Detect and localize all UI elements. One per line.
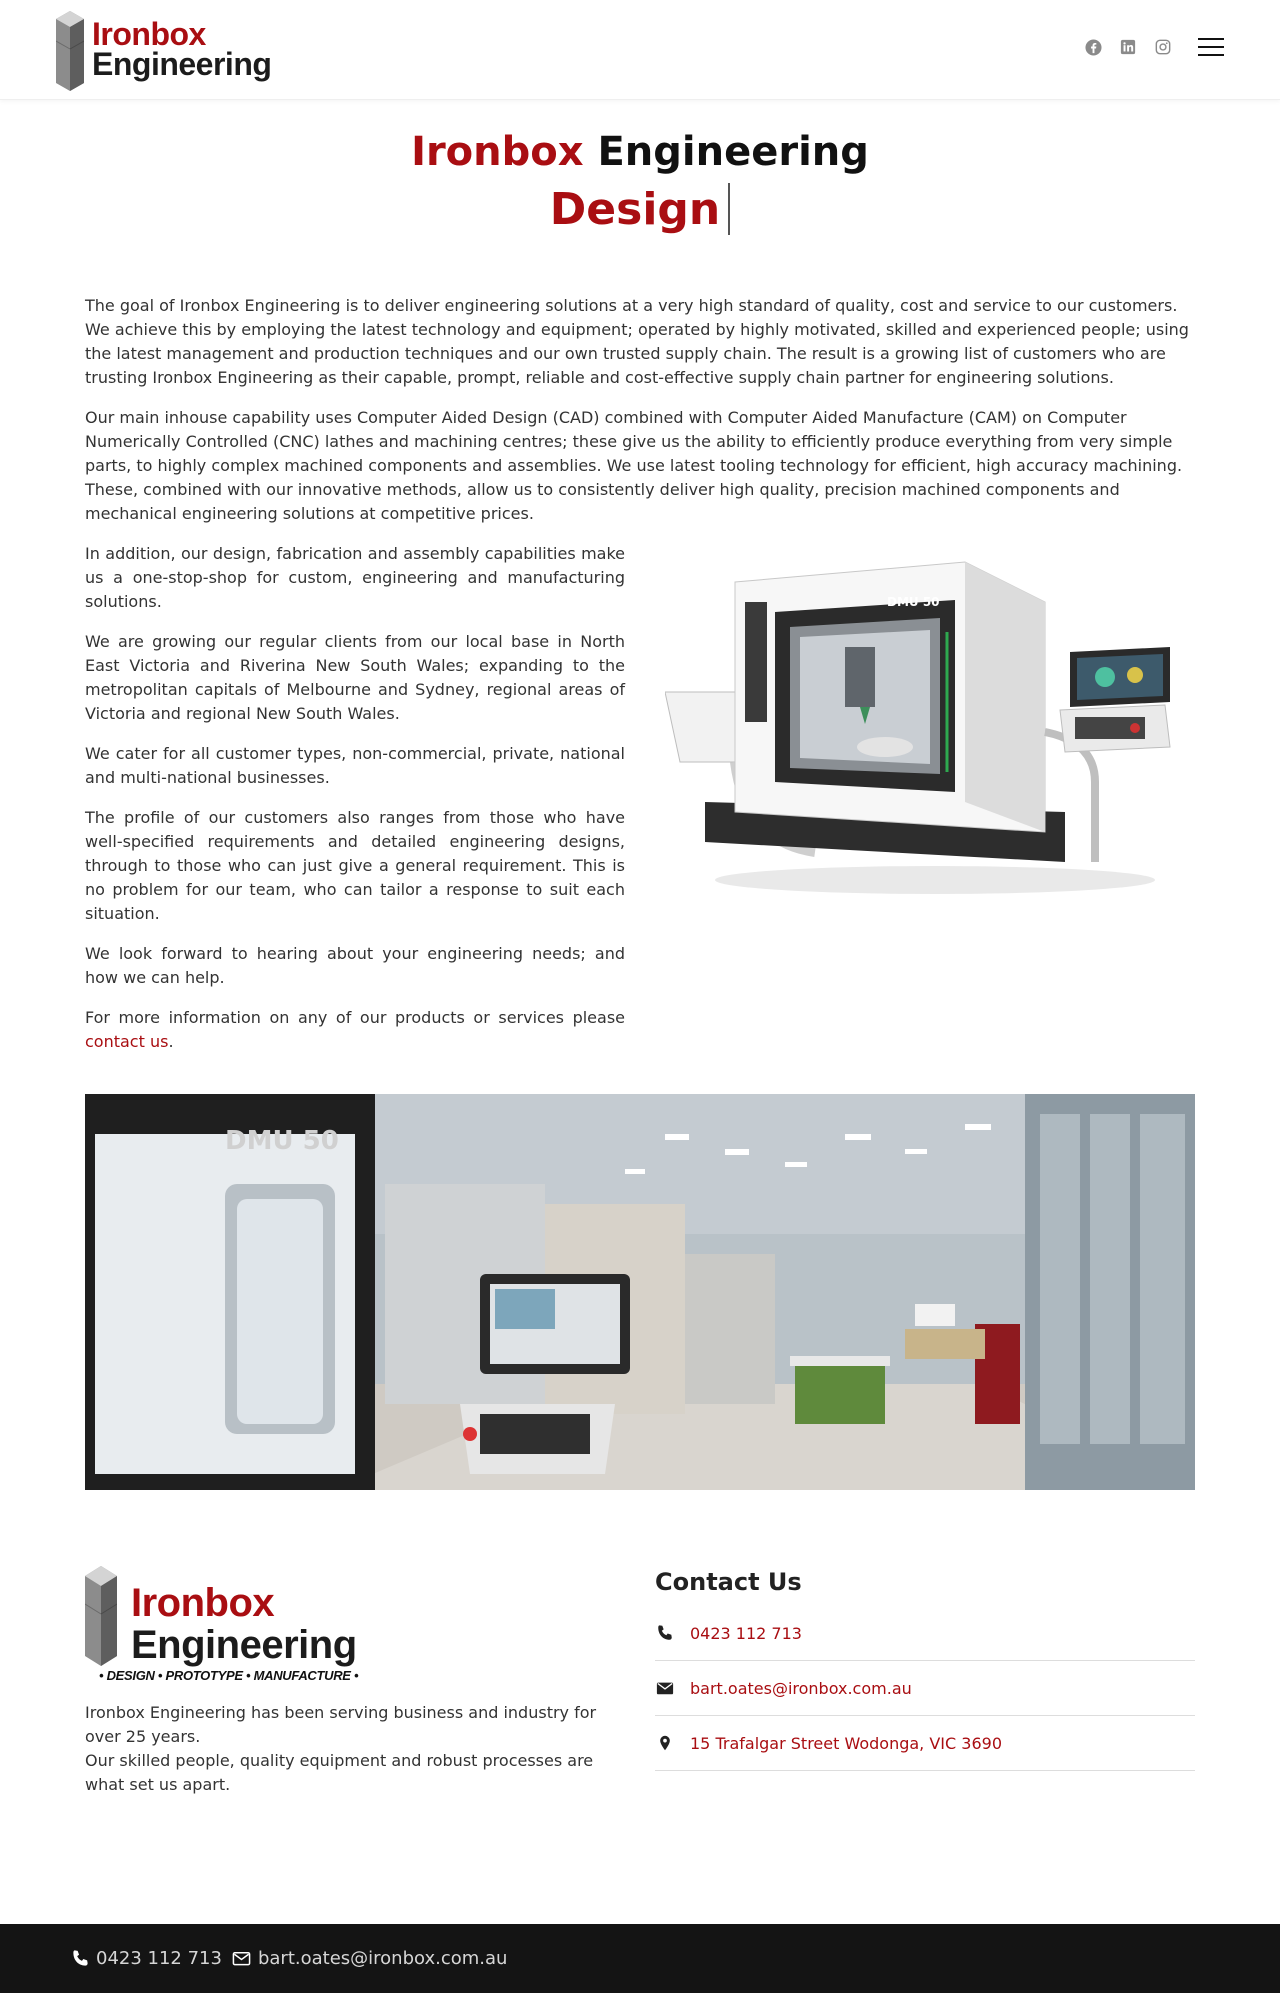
contact-list	[655, 1606, 1195, 1771]
bottom-phone-text: 0423 112 713	[96, 1948, 222, 1969]
footer-about-text	[85, 1701, 625, 1797]
footer-logo-pillar-icon	[85, 1566, 117, 1666]
typing-cursor	[728, 183, 730, 235]
bottom-email[interactable]	[232, 1948, 507, 1969]
footer-logo	[85, 1566, 625, 1666]
site-header	[0, 0, 1280, 100]
instagram-icon[interactable]	[1154, 38, 1172, 56]
header-actions	[1067, 38, 1224, 56]
contact-phone-row	[655, 1606, 1195, 1661]
capabilities-text	[85, 542, 625, 1070]
machine-label: DMU 50	[887, 595, 940, 609]
title-word-ironbox: Ironbox	[411, 129, 584, 175]
logo-word-engineering: Engineering	[92, 46, 272, 82]
facebook-icon[interactable]	[1084, 38, 1102, 56]
main-content	[85, 294, 1195, 1490]
title-word-engineering: Engineering	[597, 129, 869, 175]
envelope-outline-icon	[232, 1949, 252, 1969]
title-typed-word: Design	[549, 184, 721, 235]
logo-pillar-icon	[56, 11, 84, 91]
envelope-icon	[655, 1678, 675, 1698]
cnc-machine-illustration	[665, 542, 1185, 902]
map-pin-icon	[655, 1733, 675, 1753]
footer-about-line-1: Ironbox Engineering has been serving business and industry for over 25 years.	[85, 1703, 597, 1746]
hamburger-menu-icon[interactable]	[1198, 38, 1224, 56]
contact-title: Contact Us	[655, 1568, 802, 1596]
contact-address-row	[655, 1716, 1195, 1771]
contact-us-link[interactable]: contact us	[85, 1032, 169, 1051]
intro-paragraph-1: The goal of Ironbox Engineering is to deliver engineering solutions at a very high standard of quality, cost and service to our customers. We achieve this by employing the latest technology and equipment; operated by highly motivated, skilled and experienced people; using the latest management and production techniques and our own trusted supply chain. The result is a growing list of customers who are trusting Ironbox Engineering as their capable, prompt, reliable and cost-effective supply chain partner for engineering solutions.	[85, 296, 1189, 387]
capabilities-paragraph-4: The profile of our customers also ranges from those who have well-specified requirements and detailed engineering designs, through to those who can just give a general requirement. This is no problem for our team, who can tailor a response to suit each situation.	[85, 808, 625, 923]
contact-email-row	[655, 1661, 1195, 1716]
contact-email-link[interactable]: bart.oates@ironbox.com.au	[690, 1678, 912, 1698]
page-title	[0, 124, 1280, 240]
linkedin-icon[interactable]	[1119, 38, 1137, 56]
footer-tagline: • DESIGN • PROTOTYPE • MANUFACTURE •	[99, 1668, 359, 1683]
bottom-phone[interactable]	[70, 1948, 222, 1969]
capabilities-paragraph-2: We are growing our regular clients from our local base in North East Victoria and Riverina New South Wales; expanding to the metropolitan capitals of Melbourne and Sydney, regional areas of Victoria and regional New South Wales.	[85, 632, 625, 723]
more-info-paragraph: For more information on any of our products or services please contact us.	[85, 1008, 625, 1051]
workshop-machine-label: DMU 50	[225, 1126, 339, 1156]
workshop-photo	[85, 1094, 1195, 1490]
footer-contact	[655, 1566, 1195, 1797]
logo-word-ironbox: Ironbox	[92, 16, 206, 52]
contact-phone-link[interactable]: 0423 112 713	[690, 1623, 802, 1643]
site-logo[interactable]	[56, 11, 271, 91]
bottom-contact-bar	[0, 1924, 1280, 1993]
contact-address-link[interactable]: 15 Trafalgar Street Wodonga, VIC 3690	[690, 1733, 1002, 1753]
capabilities-paragraph-5: We look forward to hearing about your engineering needs; and how we can help.	[85, 944, 625, 987]
phone-icon	[655, 1623, 675, 1643]
footer-about-line-2: Our skilled people, quality equipment and robust processes are what set us apart.	[85, 1751, 594, 1794]
capabilities-paragraph-1: In addition, our design, fabrication and assembly capabilities make us a one-stop-shop for custom, engineering and manufacturing solutions.	[85, 544, 625, 611]
footer-logo-word-engineering: Engineering	[131, 1623, 357, 1667]
footer-logo-word-ironbox: Ironbox	[131, 1581, 275, 1625]
phone-icon	[70, 1949, 90, 1969]
footer-about	[85, 1566, 625, 1797]
capabilities-paragraph-3: We cater for all customer types, non-commercial, private, national and multi-national businesses.	[85, 744, 625, 787]
bottom-email-text: bart.oates@ironbox.com.au	[257, 1948, 508, 1969]
footer	[85, 1566, 1195, 1797]
intro-paragraph-2: Our main inhouse capability uses Computer Aided Design (CAD) combined with Computer Aided Manufacture (CAM) on Computer Numerically Controlled (CNC) lathes and machining centres; these give us the ability to efficiently produce everything from very simple parts, to highly complex machined components and assemblies. We use latest tooling technology for efficient, high accuracy machining. These, combined with our innovative methods, allow us to consistently deliver high quality, precision machined components and mechanical engineering solutions at competitive prices.	[85, 408, 1183, 523]
capabilities-section	[85, 542, 1195, 1070]
cnc-machine-image	[655, 542, 1195, 1070]
